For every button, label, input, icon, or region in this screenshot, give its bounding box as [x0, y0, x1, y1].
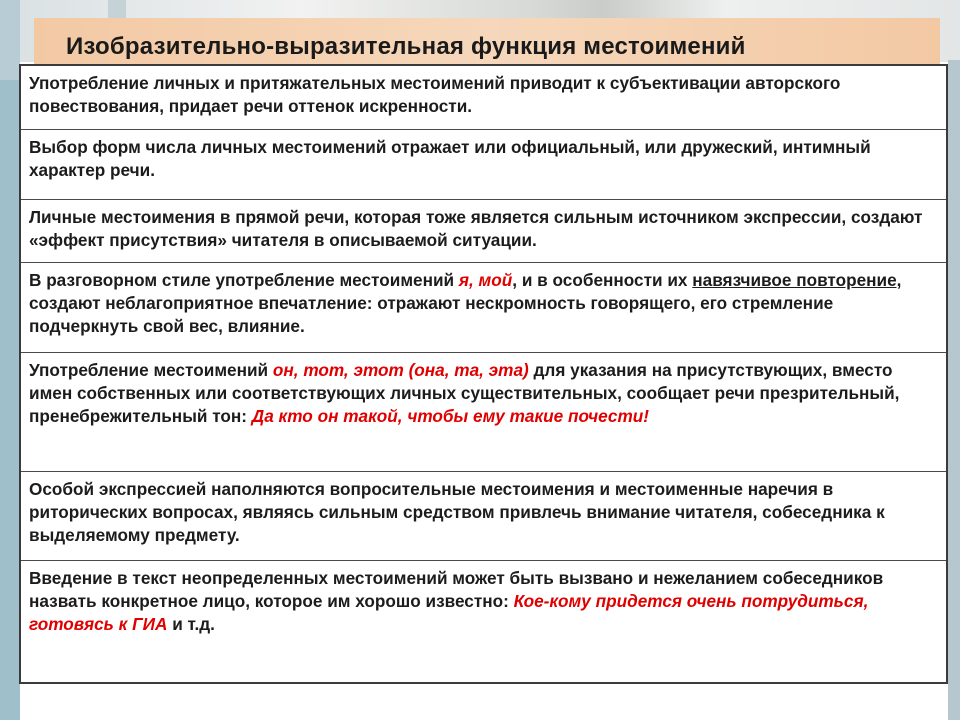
underlined-phrase: навязчивое повторение,: [692, 270, 902, 290]
table-row: [21, 200, 946, 263]
content-table: [19, 64, 948, 684]
table-row: [21, 472, 946, 561]
row-text-part: и т.д.: [167, 614, 215, 634]
highlighted-pronouns: я, мой: [458, 270, 513, 290]
row-text: Личные местоимения в прямой речи, которая тоже является сильным источником экспрессии, создают «эффект присутствия» читателя в описываемой ситуации.: [29, 207, 923, 250]
row-text-part: Введение в текст неопределенных местоимений может быть вызвано и нежеланием собеседников назвать конкретное лицо, которое им хорошо известно:: [29, 568, 884, 611]
background-teal-band: [0, 80, 20, 720]
table-row: [21, 353, 946, 472]
example-sentence: Да кто он такой, чтобы ему такие почести!: [251, 406, 649, 426]
table-row: [21, 130, 946, 200]
row-text-part: Употребление местоимений: [29, 360, 273, 380]
slide-title: Изобразительно-выразительная функция местоимений: [66, 33, 746, 60]
background-right-band: [948, 60, 960, 720]
table-row: [21, 66, 946, 130]
row-text-part: создают неблагоприятное впечатление: отражают нескромность говорящего, его стремление подчеркнуть свой вес, влияние.: [29, 293, 834, 336]
row-text: Выбор форм числа личных местоимений отражает или официальный, или дружеский, интимный характер речи.: [29, 137, 871, 180]
row-text-part: , и в особенности их: [512, 270, 693, 290]
table-row: [21, 263, 946, 353]
example-sentence: Кое-кому придется очень потрудиться, готовясь к ГИА: [29, 591, 869, 634]
highlighted-pronouns: он, тот, этот (она, та, эта): [272, 360, 529, 380]
row-text: Особой экспрессией наполняются вопросительные местоимения и местоименные наречия в риторических вопросах, являясь сильным средством привлечь внимание читателя, собеседника к выделяемому предмету.: [29, 479, 885, 545]
row-text-part: для указания на присутствующих, вместо имен собственных или соответствующих личных существительных, сообщает речи презрительный, пренебрежительный тон:: [29, 360, 900, 426]
row-text-part: В разговорном стиле употребление местоимений: [29, 270, 459, 290]
row-text: Употребление личных и притяжательных местоимений приводит к субъективации авторского повествования, придает речи оттенок искренности.: [29, 73, 841, 116]
table-row: [21, 561, 946, 682]
